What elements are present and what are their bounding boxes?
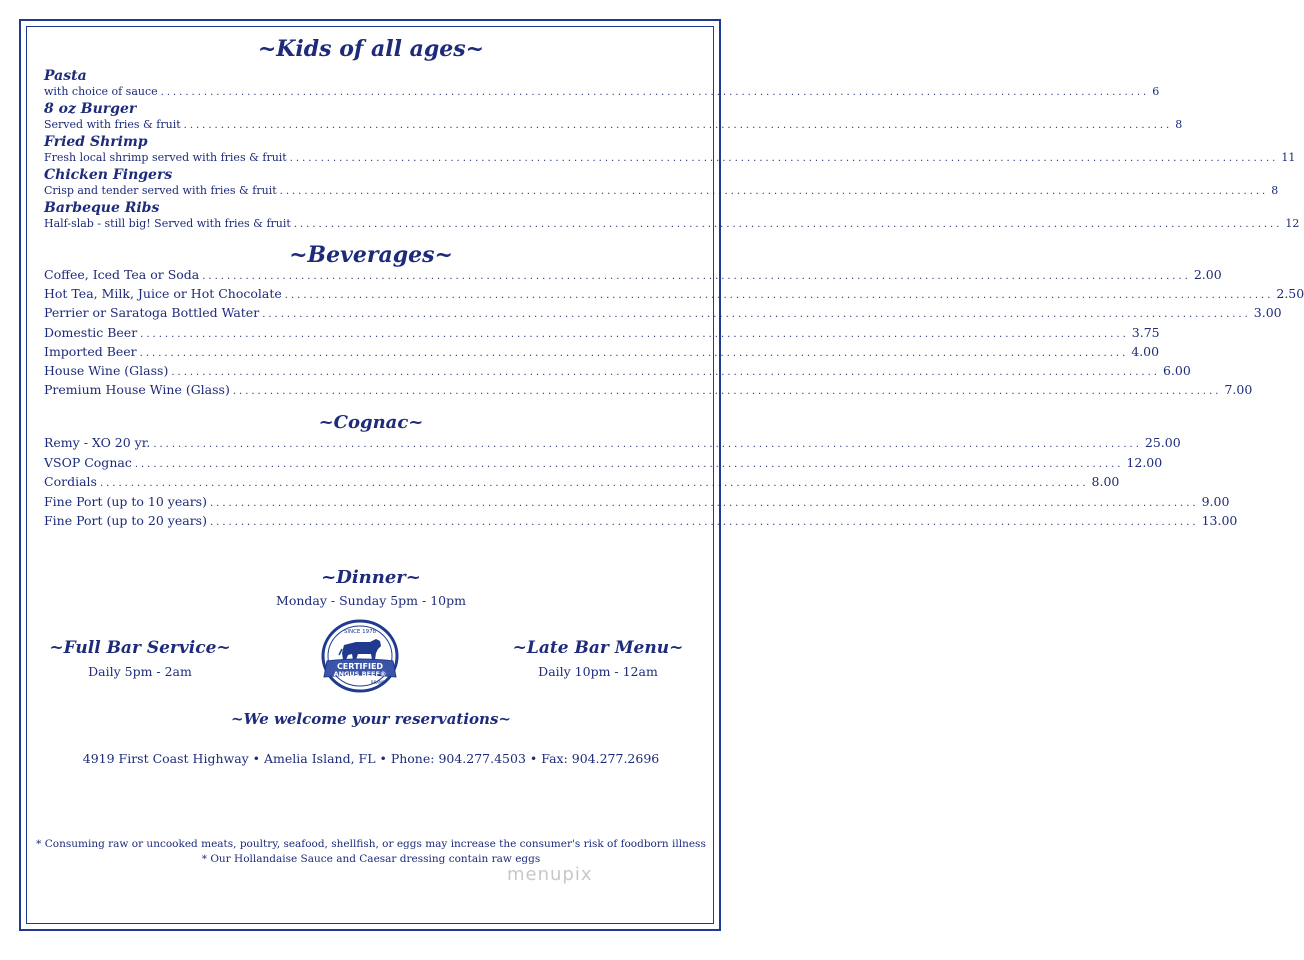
kids-item-name: Pasta bbox=[44, 68, 87, 84]
kids-item: Chicken Fingers Crisp and tender served with fries & fruit ................................................................................................................................................................ 8 bbox=[44, 167, 1279, 197]
cognac-price: 25.00 bbox=[1144, 435, 1181, 450]
logo-brand-text: BRAND bbox=[370, 680, 386, 685]
kids-item-price: 11 bbox=[1281, 151, 1296, 164]
kids-heading: ~Kids of all ages~ bbox=[257, 36, 485, 62]
beverage-name: Premium House Wine (Glass) bbox=[44, 382, 230, 398]
full-bar-block bbox=[34, 638, 246, 679]
kids-item-name: Barbeque Ribs bbox=[44, 200, 160, 216]
beverage-price: 3.00 bbox=[1253, 305, 1282, 321]
beverages-list bbox=[44, 266, 1304, 400]
kids-item: Fried Shrimp Fresh local shrimp served with fries & fruit ................................................................................................................................................................ 11 bbox=[44, 134, 1296, 164]
kids-item-desc: with choice of sauce bbox=[44, 85, 158, 98]
beverage-price: 6.00 bbox=[1162, 363, 1191, 379]
late-bar-block bbox=[493, 638, 703, 679]
dinner-hours: Monday - Sunday 5pm - 10pm bbox=[276, 593, 466, 608]
kids-item: Pasta with choice of sauce ................................................................................................................................................................ 6 bbox=[44, 68, 1160, 98]
cognac-price: 8.00 bbox=[1091, 474, 1120, 490]
cognac-item: VSOP Cognac ................................................................................................................................................................ 12.00 bbox=[44, 454, 1163, 470]
logo-angus-text: ANGUS BEEF® bbox=[333, 670, 387, 678]
raw-eggs-disclaimer: * Our Hollandaise Sauce and Caesar dressing contain raw eggs bbox=[201, 853, 541, 865]
kids-item-name: Chicken Fingers bbox=[44, 167, 173, 183]
cognac-item: Cordials ................................................................................................................................................................ 8.00 bbox=[44, 474, 1120, 490]
beverage-item: Coffee, Iced Tea or Soda ................................................................................................................................................................ 2.00 bbox=[44, 267, 1222, 282]
dinner-heading: ~Dinner~ bbox=[321, 567, 421, 588]
beverage-price: 3.75 bbox=[1131, 324, 1160, 340]
beverage-name: House Wine (Glass) bbox=[44, 363, 169, 379]
kids-item-price: 12 bbox=[1285, 217, 1300, 230]
beverages-heading: ~Beverages~ bbox=[289, 242, 453, 268]
beverage-price: 2.00 bbox=[1193, 267, 1222, 282]
raw-food-disclaimer: * Consuming raw or uncooked meats, poultry, seafood, shellfish, or eggs may increase the consumer's risk of foodborn illness bbox=[36, 838, 706, 850]
beverage-price: 4.00 bbox=[1131, 343, 1160, 359]
address-line: 4919 First Coast Highway • Amelia Island, FL • Phone: 904.277.4503 • Fax: 904.277.2696 bbox=[82, 751, 660, 766]
beverage-item: House Wine (Glass) ................................................................................................................................................................ 6.00 bbox=[44, 363, 1191, 379]
cognac-price: 13.00 bbox=[1201, 513, 1238, 529]
beverage-item: Imported Beer ................................................................................................................................................................ 4.00 bbox=[44, 343, 1160, 359]
kids-item-price: 8 bbox=[1271, 184, 1279, 197]
beverage-name: Imported Beer bbox=[44, 343, 137, 359]
reservations-heading: ~We welcome your reservations~ bbox=[231, 710, 511, 728]
cognac-price: 12.00 bbox=[1126, 454, 1163, 470]
beverage-name: Domestic Beer bbox=[44, 324, 138, 340]
cognac-heading: ~Cognac~ bbox=[318, 412, 424, 433]
cognac-name: Fine Port (up to 20 years) bbox=[44, 513, 207, 529]
cognac-item: Fine Port (up to 20 years) ................................................................................................................................................................ 13.00 bbox=[44, 513, 1238, 529]
cognac-name: Fine Port (up to 10 years) bbox=[44, 493, 207, 509]
beverage-name: Coffee, Iced Tea or Soda bbox=[44, 267, 200, 282]
cognac-item: Remy - XO 20 yr. ................................................................................................................................................................ 25.00 bbox=[44, 435, 1181, 450]
beverage-item: Hot Tea, Milk, Juice or Hot Chocolate ................................................................................................................................................................ 2.50 bbox=[44, 286, 1304, 302]
beverage-item: Premium House Wine (Glass) ................................................................................................................................................................ 7.00 bbox=[44, 382, 1253, 398]
full-bar-heading: ~Full Bar Service~ bbox=[49, 638, 231, 658]
cognac-item: Fine Port (up to 10 years) ................................................................................................................................................................ 9.00 bbox=[44, 493, 1230, 509]
beverage-name: Hot Tea, Milk, Juice or Hot Chocolate bbox=[44, 286, 282, 302]
cognac-name: Remy - XO 20 yr. bbox=[44, 435, 151, 450]
cognac-price: 9.00 bbox=[1201, 493, 1230, 509]
beverage-item: Domestic Beer ................................................................................................................................................................ 3.75 bbox=[44, 324, 1160, 340]
beverage-item: Perrier or Saratoga Bottled Water ................................................................................................................................................................ 3.00 bbox=[44, 305, 1282, 321]
logo-certified-text: CERTIFIED bbox=[336, 662, 384, 671]
full-bar-hours: Daily 5pm - 2am bbox=[88, 664, 192, 679]
beverage-price: 2.50 bbox=[1276, 286, 1304, 302]
late-bar-heading: ~Late Bar Menu~ bbox=[512, 638, 684, 658]
kids-item-name: 8 oz Burger bbox=[44, 101, 137, 117]
cognac-name: Cordials bbox=[44, 474, 97, 490]
kids-item: Barbeque Ribs Half-slab - still big! Served with fries & fruit ................................................................................................................................................................ 12 bbox=[44, 200, 1300, 230]
beverage-name: Perrier or Saratoga Bottled Water bbox=[44, 305, 260, 321]
kids-item-desc: Crisp and tender served with fries & fruit bbox=[44, 184, 277, 197]
kids-item-desc: Served with fries & fruit bbox=[44, 118, 181, 131]
beverage-price: 7.00 bbox=[1224, 382, 1253, 398]
cognac-list bbox=[44, 434, 1238, 532]
late-bar-hours: Daily 10pm - 12am bbox=[538, 664, 658, 679]
logo-since-text: SINCE 1978 bbox=[343, 629, 377, 635]
cognac-name: VSOP Cognac bbox=[44, 454, 132, 470]
kids-item-name: Fried Shrimp bbox=[44, 134, 148, 150]
kids-item-price: 8 bbox=[1175, 118, 1183, 131]
angus-logo-graphic bbox=[318, 619, 402, 701]
kids-item-price: 6 bbox=[1152, 85, 1160, 98]
kids-menu-list bbox=[44, 68, 1300, 233]
kids-item: 8 oz Burger Served with fries & fruit ................................................................................................................................................................ 8 bbox=[44, 101, 1183, 131]
kids-item-desc: Half-slab - still big! Served with fries & fruit bbox=[44, 217, 291, 230]
kids-item-desc: Fresh local shrimp served with fries & fruit bbox=[44, 151, 287, 164]
certified-angus-beef-logo bbox=[318, 619, 402, 701]
menupix-watermark: menupix bbox=[507, 864, 593, 885]
